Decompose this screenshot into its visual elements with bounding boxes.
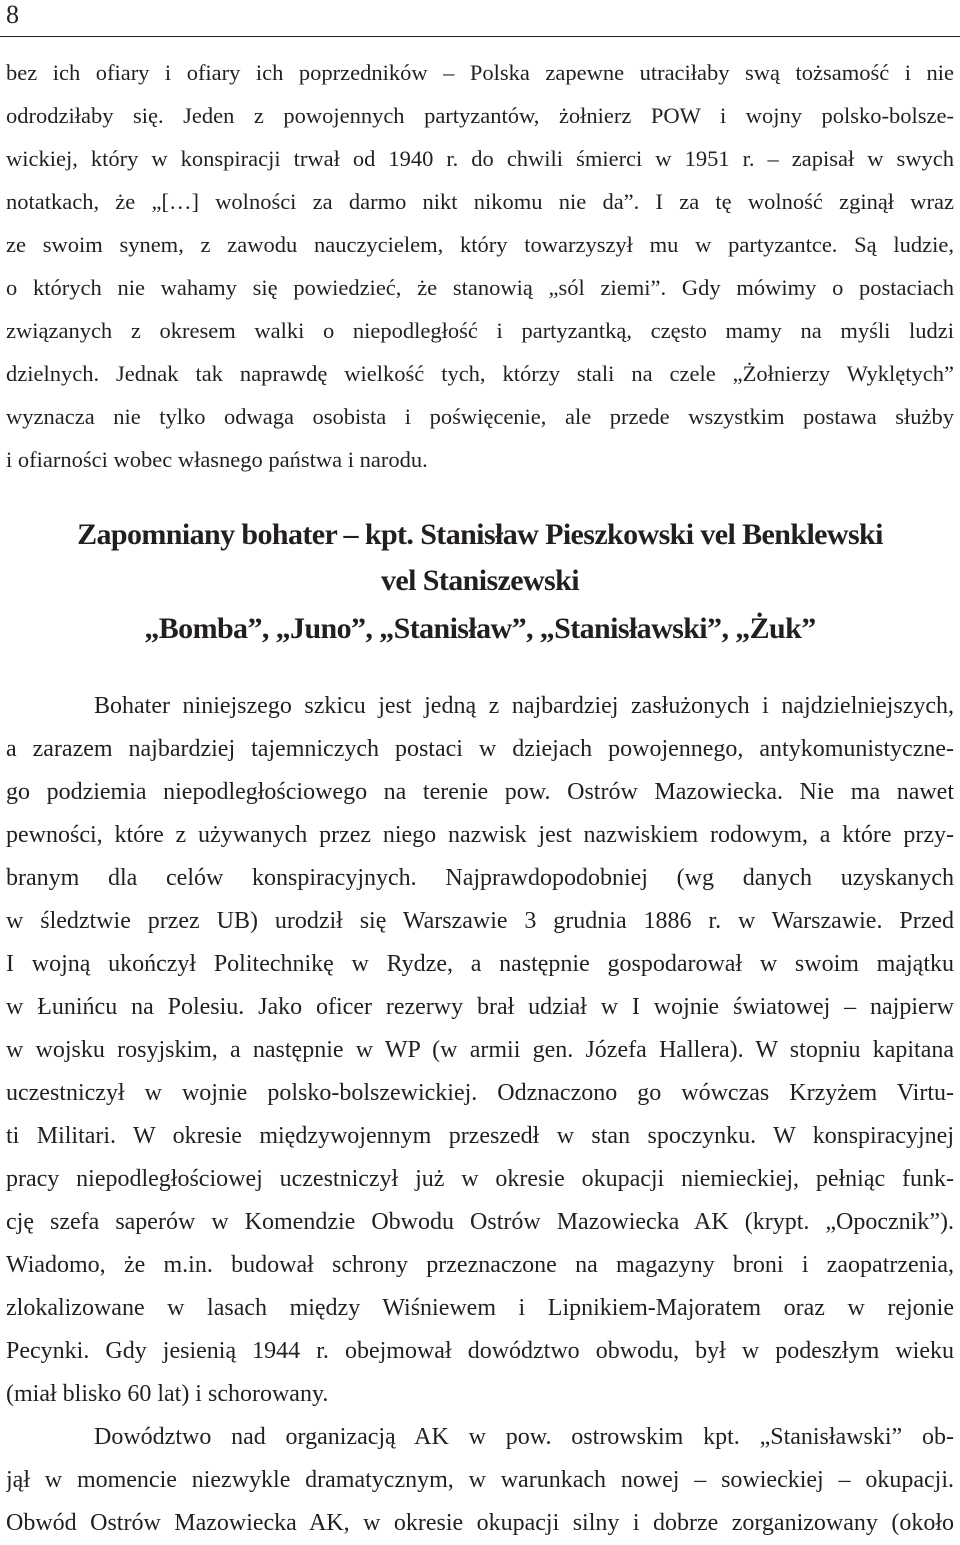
text-line: pracy niepodległościowej uczestniczył już w okresie okupacji niemieckiej, pełniąc funk-: [6, 1166, 954, 1192]
text-line: związanych z okresem walki o niepodległość i partyzantką, często mamy na myśli ludzi: [6, 318, 954, 343]
section-pseudonyms: „Bomba”, „Juno”, „Stanisław”, „Stanisławski”, „Żuk”: [144, 612, 816, 645]
text-line: uczestniczył w wojnie polsko-bolszewickiej. Odznaczono go wówczas Krzyżem Virtu-: [6, 1080, 954, 1106]
text-line: I wojną ukończył Politechnikę w Rydze, a następnie gospodarował w swoim majątku: [6, 951, 954, 977]
text-line: (miał blisko 60 lat) i schorowany.: [6, 1381, 329, 1407]
text-line: Bohater niniejszego szkicu jest jedną z najbardziej zasłużonych i najdzielniejszych,: [94, 693, 954, 719]
section-title-line-1: Zapomniany bohater – kpt. Stanisław Pieszkowski vel Benklewski: [77, 518, 883, 551]
text-line: pewności, które z używanych przez niego nazwisk jest nazwiskiem rodowym, a które przy-: [6, 822, 954, 848]
text-line: dzielnych. Jednak tak naprawdę wielkość tych, którzy stali na czele „Żołnierzy Wyklętych”: [6, 361, 954, 386]
text-line: Pecynki. Gdy jesienią 1944 r. obejmował dowództwo obwodu, był w podeszłym wieku: [6, 1338, 954, 1364]
text-line: branym dla celów konspiracyjnych. Najprawdopodobniej (wg danych uzyskanych: [6, 865, 954, 891]
text-line: notatkach, że „[…] wolności za darmo nikt nikomu nie da”. I za tę wolność zginął wraz: [6, 189, 954, 214]
text-line: o których nie wahamy się powiedzieć, że stanowią „sól ziemi”. Gdy mówimy o postaciach: [6, 275, 954, 300]
text-line: w wojsku rosyjskim, a następnie w WP (w armii gen. Józefa Hallera). W stopniu kapitana: [6, 1037, 954, 1063]
header-rule: [0, 36, 960, 37]
text-line: Obwód Ostrów Mazowiecka AK, w okresie okupacji silny i dobrze zorganizowany (około: [6, 1510, 954, 1536]
intro-paragraph: [6, 51, 954, 481]
text-line: zlokalizowane w lasach między Wiśniewem i Lipnikiem-Majoratem oraz w rejonie: [6, 1295, 954, 1321]
section-heading: [0, 512, 960, 652]
section-title-line-2: vel Staniszewski: [381, 564, 579, 597]
text-line: w śledztwie przez UB) urodził się Warszawie 3 grudnia 1886 r. w Warszawie. Przed: [6, 908, 954, 934]
text-line: ze swoim synem, z zawodu nauczycielem, który towarzyszył mu w partyzantce. Są ludzie,: [6, 232, 954, 257]
text-line: ti Militari. W okresie międzywojennym przeszedł w stan spoczynku. W konspiracyjnej: [6, 1123, 954, 1149]
text-line: jął w momencie niezwykle dramatycznym, w warunkach nowej – sowieckiej – okupacji.: [6, 1467, 954, 1493]
text-line: wyznacza nie tylko odwaga osobista i poświęcenie, ale przede wszystkim postawa służby: [6, 404, 954, 429]
text-line: i ofiarności wobec własnego państwa i narodu.: [6, 447, 428, 472]
page-number: 8: [6, 0, 19, 29]
text-line: w Łunińcu na Polesiu. Jako oficer rezerwy brał udział w I wojnie światowej – najpierw: [6, 994, 954, 1020]
text-line: odrodziłaby się. Jeden z powojennych partyzantów, żołnierz POW i wojny polsko-bolsze-: [6, 103, 954, 128]
text-line: Wiadomo, że m.in. budował schrony przeznaczone na magazyny broni i zaopatrzenia,: [6, 1252, 954, 1278]
text-line: Dowództwo nad organizacją AK w pow. ostrowskim kpt. „Stanisławski” ob-: [94, 1424, 954, 1450]
text-line: a zarazem najbardziej tajemniczych postaci w dziejach powojennego, antykomunistyczne-: [6, 736, 954, 762]
text-line: cję szefa saperów w Komendzie Obwodu Ostrów Mazowiecka AK (krypt. „Opocznik”).: [6, 1209, 954, 1235]
text-line: go podziemia niepodległościowego na terenie pow. Ostrów Mazowiecka. Nie ma nawet: [6, 779, 954, 805]
body-text: [6, 685, 954, 1545]
text-line: bez ich ofiary i ofiary ich poprzedników – Polska zapewne utraciłaby swą tożsamość i nie: [6, 60, 954, 85]
text-line: wickiej, który w konspiracji trwał od 1940 r. do chwili śmierci w 1951 r. – zapisał w swych: [6, 146, 954, 171]
